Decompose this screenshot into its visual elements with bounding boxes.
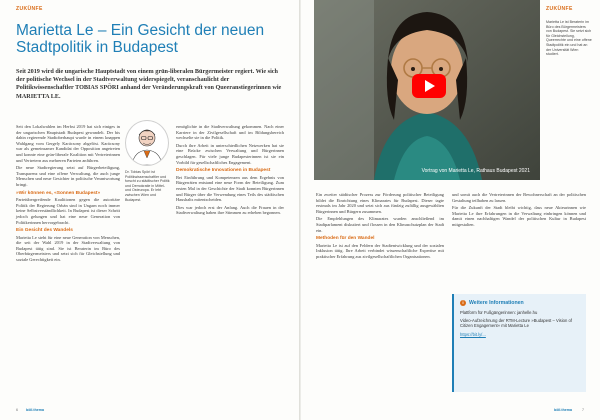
info-line: Video-Aufzeichnung der RTM-Lecture »Budapest – Vision of Citizen Engagement« mit Marietta Le bbox=[460, 318, 572, 329]
right-column-1 bbox=[316, 192, 444, 262]
paragraph: Marietta Le ist auf den Feldern der Stadtentwicklung und der sozialen Inklusion tätig. Ihre Arbeit verbindet wissenschaftliche Expertise mit praktischer Erfahrung aus zivilgesellschaftlichen Organisationen. bbox=[316, 242, 444, 259]
author-caption: Dr. Tobias Spöri ist Politikwissenschaftler und forscht zu städtischer Politik und Demokratie in Mittel- und Osteuropa. Er lebt zwischen Wien und Budapest. bbox=[125, 170, 170, 202]
right-column-2 bbox=[452, 192, 586, 230]
video-play-button[interactable] bbox=[412, 74, 446, 98]
paragraph: Die Empfehlungen des Klimarates wurden anschließend im Stadtparlament diskutiert und flossen in den Klimaschutzplan der Stadt ein. bbox=[316, 216, 444, 233]
paragraph: Bei Einführung und Kompetenzen aus dem Ergebnis von Bürgerräten entstand eine neue Form der Beteiligung. Zum ersten Mal in der Geschichte der Stadt konnten Bürgerinnen und Bürger über die Verwendung eines Teils des städtischen Haushalts mitentscheiden. bbox=[176, 174, 284, 203]
paragraph: Seit den Lokalwahlen im Herbst 2019 hat sich einiges in der ungarischen Hauptstadt Budapest gewandelt. Der bis dahin regierende Stadtoberhaupt wurde in einem knappen Wahlgang vom Gergely Karácsony abgelöst. Karácsony war als gemeinsamer Kandidat der Opposition angetreten und konnte eine grün-liberale Koalition mit Vertreterinnen und Vertretern aus mehreren Parteien anführen. bbox=[16, 124, 120, 163]
paragraph: Parteiübergreifende Koalitionen gegen die autoritäre Politik der Regierung Orbán sind in Ungarn noch immer keine Selbstverständlichkeit. In Budapest ist dieser Schritt jedoch gelungen und hat eine neue Generation von Politikerinnen hervorgebracht. bbox=[16, 197, 120, 225]
info-link[interactable]: https://bit.ly/... bbox=[460, 331, 486, 337]
right-footer bbox=[316, 408, 584, 414]
left-footer bbox=[16, 408, 284, 414]
sidebar-caption: Marietta Le ist Beraterin im Büro des Bürgermeisters von Budapest. Sie setzt sich für Gleichstellung, Queerrechte und eine offene Stadtpolitik ein und hat an der Universität Wien studiert. bbox=[546, 20, 592, 57]
info-box bbox=[452, 294, 586, 392]
right-page bbox=[300, 0, 600, 420]
brand-label: böll.thema bbox=[26, 408, 44, 412]
photo-caption: Vortrag von Marietta Le, Rathaus Budapest 2021 bbox=[421, 168, 530, 174]
subheading: Methoden für den Wandel bbox=[316, 236, 375, 242]
paragraph: Die neue Stadtregierung setzt auf Bürgerbeteiligung, Transparenz und eine offene Verwaltung, die auch junge Menschen und neue Gesichter in politische Verantwortung bringt. bbox=[16, 165, 120, 187]
paragraph: Dies war jedoch erst der Anfang. Auch die Frauen in der Stadtverwaltung haben ihre Stimmen zu erheben begonnen. bbox=[176, 204, 284, 216]
subheading: Ein Gesicht des Wandels bbox=[16, 228, 73, 234]
page-number: 6 bbox=[16, 408, 18, 412]
info-title bbox=[460, 300, 580, 306]
article-lead: Seit 2019 wird die ungarische Hauptstadt von einem grün-liberalen Bürgermeister regiert. Wie sich der politische Wechsel in der Stadtverwaltung widerspiegelt, veranschaulicht der Politikwissenschaftler TOBIAS SPÖRI anhand der Veränderungskraft von Queeranstiegerinnen wie MARIETTA LE. bbox=[16, 68, 282, 100]
info-link-line bbox=[460, 332, 580, 337]
video-photo[interactable] bbox=[314, 0, 540, 180]
paragraph: ermöglichte in die Stadtverwaltung gekommen. Nach einer Karriere in der Zivilgesellschaft und im Bildungsbereich wechselte sie in die Politik. bbox=[176, 124, 284, 141]
subheading: Demokratische Innovationen in Budapest bbox=[176, 168, 271, 174]
paragraph: Marietta Le steht für eine neue Generation von Menschen, die seit der Wahl 2019 in der Stadtverwaltung von Budapest tätig sind. Sie ist Beraterin im Büro des Oberbürgermeisters und setzt sich für Gleichstellung und soziale Gerechtigkeit ein. bbox=[16, 234, 120, 263]
subheading: »Wir können es, «Sonnen Budapest» bbox=[16, 190, 101, 196]
left-column-2 bbox=[176, 124, 284, 218]
author-portrait bbox=[125, 120, 169, 166]
info-icon: i bbox=[460, 300, 466, 306]
page-number: 7 bbox=[582, 408, 584, 412]
paragraph: Für die Zukunft der Stadt bleibt wichtig, dass neue Akteurinnen wie Marietta Le ihre Erfahrungen in die Verwaltung einbringen können und damit einen nachhaltigen Wandel der politischen Kultur in Budapest mitgestalten. bbox=[452, 205, 586, 227]
paragraph: Ein zweiter städtischer Prozess zur Förderung politischer Beteiligung bildet die Einrichtung eines Klimarates für Budapest. Dieser tagte erstmals im Jahr 2020 und setzt sich aus fünfzig zufällig ausgewählten Bürgerinnen und Bürgern zusammen. bbox=[316, 192, 444, 214]
left-column-1 bbox=[16, 124, 120, 265]
section-label: ZUKÜNFE bbox=[546, 6, 573, 12]
section-label: ZUKÜNFE bbox=[16, 6, 43, 12]
paragraph: Durch ihre Arbeit in unterschiedlichen Netzwerken hat sie eine Brücke zwischen Verwaltung und Bürgerinnen geschlagen. Für viele junge Budapesterinnen ist sie ein Vorbild für gesellschaftliches Engagement. bbox=[176, 142, 284, 165]
paragraph: und somit auch die Vertreterinnen der Bewohnerschaft an der politischen Gestaltung teilhaben zu lassen. bbox=[452, 192, 586, 203]
info-line: Plattform für Fußgängerinnen: janhelle.hu bbox=[460, 310, 538, 315]
info-title-text: Weitere Informationen bbox=[469, 300, 524, 306]
article-title: Marietta Le – Ein Gesicht der neuen Stadtpolitik in Budapest bbox=[16, 22, 265, 56]
brand-label: böll.thema bbox=[554, 408, 572, 412]
author-illustration bbox=[126, 121, 168, 165]
